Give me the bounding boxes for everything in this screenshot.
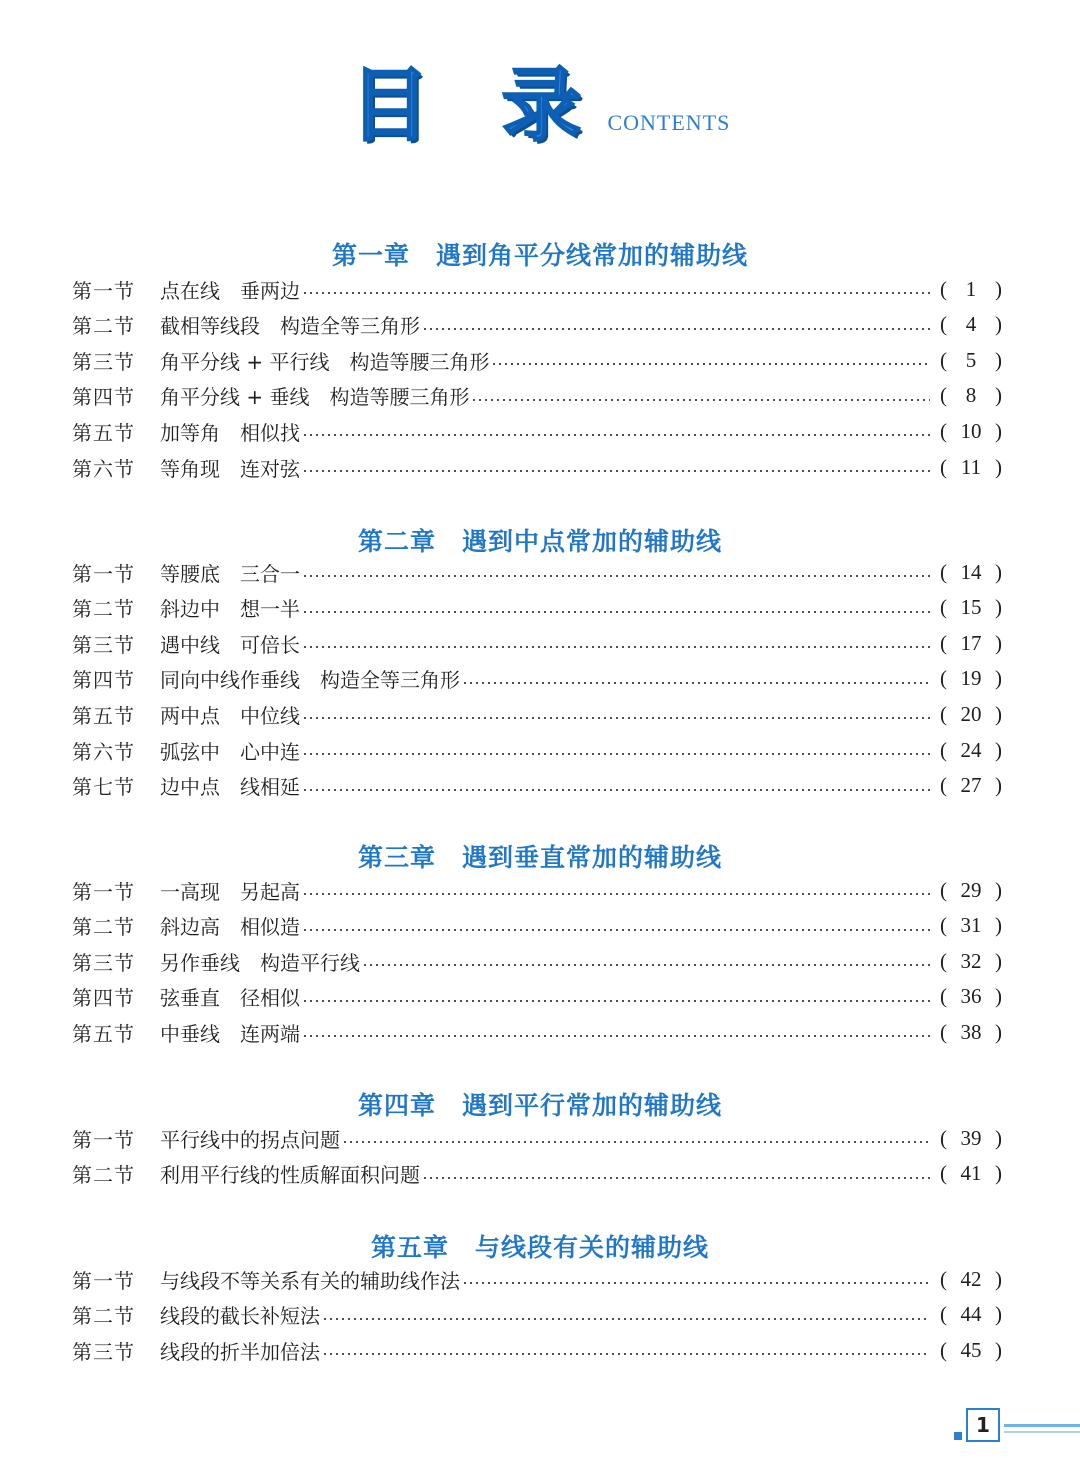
toc-entry[interactable]: [72, 1159, 1002, 1189]
dot-leader: [302, 789, 930, 791]
page-header: [0, 52, 1080, 152]
toc-entry[interactable]: [72, 911, 1002, 941]
paren-close: ): [995, 773, 1002, 798]
page-ref: [940, 666, 1002, 691]
toc-entry[interactable]: [72, 1123, 1002, 1153]
page-ref: [940, 1338, 1002, 1363]
dot-leader: [471, 399, 930, 401]
toc-entry[interactable]: [72, 875, 1002, 905]
section-label: 第二节: [72, 1163, 135, 1188]
section-label: 第五节: [72, 703, 135, 728]
page-number-ref: 31: [960, 913, 982, 938]
paren-open: (: [940, 666, 947, 691]
page-number-ref: 17: [960, 630, 982, 655]
page-ref: [940, 277, 1002, 302]
paren-close: ): [995, 737, 1002, 762]
page-number-ref: 32: [960, 948, 982, 973]
paren-open: (: [940, 454, 947, 479]
paren-close: ): [995, 1019, 1002, 1044]
dot-leader: [302, 575, 930, 577]
paren-open: (: [940, 701, 947, 726]
section-label: 第一节: [72, 561, 135, 586]
page-footer: [950, 1406, 1080, 1446]
paren-close: ): [995, 312, 1002, 337]
page-number-ref: 5: [965, 347, 977, 372]
section-label: 第五节: [72, 420, 135, 445]
paren-close: ): [995, 1337, 1002, 1362]
dot-leader: [322, 1353, 930, 1355]
section-title: 一高现 另起高: [160, 879, 300, 904]
footer-line-decoration: [1004, 1424, 1080, 1427]
toc-entry[interactable]: [72, 946, 1002, 976]
page-number-ref: 44: [960, 1302, 982, 1327]
page-ref: [940, 773, 1002, 798]
toc-entry[interactable]: [72, 771, 1002, 801]
paren-open: (: [940, 1019, 947, 1044]
toc-entry[interactable]: [72, 1017, 1002, 1047]
toc-entry[interactable]: [72, 274, 1002, 304]
section-label: 第一节: [72, 278, 135, 303]
page-ref: [940, 1020, 1002, 1045]
section-title: 弧弦中 心中连: [160, 739, 300, 764]
paren-open: (: [940, 347, 947, 372]
section-title: 另作垂线 构造平行线: [160, 950, 360, 975]
paren-close: ): [995, 559, 1002, 584]
section-label: 第五节: [72, 1021, 135, 1046]
page-number-ref: 19: [960, 666, 982, 691]
paren-close: ): [995, 1125, 1002, 1150]
dot-leader: [462, 1282, 930, 1284]
toc-entry[interactable]: [72, 452, 1002, 482]
page-ref: [940, 878, 1002, 903]
page-number-ref: 20: [960, 701, 982, 726]
toc-entry[interactable]: [72, 310, 1002, 340]
section-title: 点在线 垂两边: [160, 278, 300, 303]
page-number-ref: 4: [965, 312, 977, 337]
page-ref: [940, 419, 1002, 444]
section-label: 第一节: [72, 1127, 135, 1152]
dot-leader: [302, 611, 930, 613]
section-label: 第一节: [72, 879, 135, 904]
dot-leader: [302, 1000, 930, 1002]
dot-leader: [302, 753, 930, 755]
toc-entry[interactable]: [72, 557, 1002, 587]
section-title: 角平分线 + 平行线 构造等腰三角形: [160, 349, 490, 374]
section-label: 第七节: [72, 775, 135, 800]
chapter-heading: 第三章 遇到垂直常加的辅助线: [357, 843, 722, 872]
section-label: 第三节: [72, 1339, 135, 1364]
section-title: 遇中线 可倍长: [160, 632, 300, 657]
page-ref: [940, 702, 1002, 727]
section-title: 线段的折半加倍法: [160, 1339, 320, 1364]
toc-entry[interactable]: [72, 345, 1002, 375]
chapter-heading: 第四章 遇到平行常加的辅助线: [357, 1091, 722, 1120]
page-number-ref: 10: [960, 418, 982, 443]
toc-entry[interactable]: [72, 593, 1002, 623]
paren-close: ): [995, 276, 1002, 301]
paren-open: (: [940, 312, 947, 337]
page-ref: [940, 984, 1002, 1009]
page-ref: [940, 1126, 1002, 1151]
paren-open: (: [940, 773, 947, 798]
dot-leader: [362, 964, 930, 966]
section-title: 中垂线 连两端: [160, 1021, 300, 1046]
page-ref: [940, 1302, 1002, 1327]
section-title: 边中点 线相延: [160, 775, 300, 800]
paren-open: (: [940, 1337, 947, 1362]
paren-open: (: [940, 418, 947, 443]
paren-close: ): [995, 1266, 1002, 1291]
page-ref: [940, 1161, 1002, 1186]
paren-close: ): [995, 383, 1002, 408]
page-number-ref: 14: [960, 559, 982, 584]
page-ref: [940, 595, 1002, 620]
paren-open: (: [940, 1266, 947, 1291]
dot-leader: [342, 1141, 930, 1143]
paren-open: (: [940, 1302, 947, 1327]
page-number-ref: 8: [965, 383, 977, 408]
dot-leader: [302, 292, 930, 294]
page-number-ref: 27: [960, 773, 982, 798]
toc-entry[interactable]: [72, 699, 1002, 729]
page-subtitle: CONTENTS: [607, 110, 731, 135]
section-label: 第四节: [72, 986, 135, 1011]
section-title: 平行线中的拐点问题: [160, 1127, 340, 1152]
page-ref: [940, 949, 1002, 974]
paren-open: (: [940, 913, 947, 938]
section-label: 第四节: [72, 668, 135, 693]
toc-entry[interactable]: [72, 628, 1002, 658]
dot-leader: [422, 1177, 930, 1179]
paren-open: (: [940, 1161, 947, 1186]
dot-leader: [422, 328, 930, 330]
paren-close: ): [995, 877, 1002, 902]
section-label: 第三节: [72, 632, 135, 657]
toc-entry[interactable]: [72, 1300, 1002, 1330]
section-label: 第三节: [72, 349, 135, 374]
page-number-ref: 24: [960, 737, 982, 762]
page-number: 1: [966, 1408, 1000, 1442]
toc-entry[interactable]: [72, 664, 1002, 694]
dot-leader: [491, 363, 930, 365]
section-title: 等角现 连对弦: [160, 456, 300, 481]
paren-close: ): [995, 984, 1002, 1009]
footer-square-decoration: [954, 1432, 962, 1440]
page-number-ref: 11: [960, 454, 982, 479]
page-ref: [940, 348, 1002, 373]
paren-close: ): [995, 666, 1002, 691]
paren-close: ): [995, 630, 1002, 655]
chapter-heading: 第五章 与线段有关的辅助线: [370, 1233, 709, 1262]
toc-entry[interactable]: [72, 735, 1002, 765]
dot-leader: [322, 1318, 930, 1320]
page-title: 目 录: [349, 59, 604, 152]
section-label: 第一节: [72, 1268, 135, 1293]
paren-open: (: [940, 383, 947, 408]
paren-open: (: [940, 559, 947, 584]
page-number-ref: 45: [960, 1337, 982, 1362]
paren-open: (: [940, 1125, 947, 1150]
paren-open: (: [940, 595, 947, 620]
dot-leader: [302, 646, 930, 648]
paren-open: (: [940, 948, 947, 973]
section-title: 利用平行线的性质解面积问题: [160, 1163, 420, 1188]
chapter-heading: 第二章 遇到中点常加的辅助线: [357, 527, 722, 556]
section-title: 角平分线 + 垂线 构造等腰三角形: [160, 385, 470, 410]
paren-close: ): [995, 595, 1002, 620]
section-label: 第二节: [72, 314, 135, 339]
page-number-ref: 1: [965, 276, 977, 301]
section-title: 同向中线作垂线 构造全等三角形: [160, 668, 460, 693]
toc-entry[interactable]: [72, 381, 1002, 411]
paren-open: (: [940, 276, 947, 301]
section-label: 第三节: [72, 950, 135, 975]
paren-open: (: [940, 877, 947, 902]
section-title: 与线段不等关系有关的辅助线作法: [160, 1268, 460, 1293]
toc-entry[interactable]: [72, 1264, 1002, 1294]
page-number-ref: 41: [960, 1161, 982, 1186]
dot-leader: [302, 434, 930, 436]
section-title: 线段的截长补短法: [160, 1304, 320, 1329]
page-number-ref: 15: [960, 595, 982, 620]
page-number-ref: 38: [960, 1019, 982, 1044]
page-ref: [940, 913, 1002, 938]
dot-leader: [302, 717, 930, 719]
section-title: 加等角 相似找: [160, 420, 300, 445]
page-ref: [940, 312, 1002, 337]
page-ref: [940, 560, 1002, 585]
section-label: 第二节: [72, 597, 135, 622]
page-number-ref: 36: [960, 984, 982, 1009]
dot-leader: [302, 929, 930, 931]
page-ref: [940, 455, 1002, 480]
paren-open: (: [940, 630, 947, 655]
paren-close: ): [995, 913, 1002, 938]
section-title: 截相等线段 构造全等三角形: [160, 314, 420, 339]
paren-close: ): [995, 1302, 1002, 1327]
page-ref: [940, 631, 1002, 656]
paren-close: ): [995, 347, 1002, 372]
paren-close: ): [995, 701, 1002, 726]
paren-close: ): [995, 418, 1002, 443]
page-ref: [940, 383, 1002, 408]
page-number-ref: 39: [960, 1125, 982, 1150]
footer-line-decoration: [1004, 1431, 1080, 1433]
toc-entry[interactable]: [72, 416, 1002, 446]
paren-open: (: [940, 737, 947, 762]
page-number-ref: 42: [960, 1266, 982, 1291]
dot-leader: [302, 893, 930, 895]
paren-close: ): [995, 948, 1002, 973]
dot-leader: [302, 470, 930, 472]
page-ref: [940, 738, 1002, 763]
paren-open: (: [940, 984, 947, 1009]
dot-leader: [462, 682, 930, 684]
paren-close: ): [995, 1161, 1002, 1186]
section-title: 等腰底 三合一: [160, 561, 300, 586]
dot-leader: [302, 1035, 930, 1037]
section-label: 第六节: [72, 456, 135, 481]
toc-entry[interactable]: [72, 1335, 1002, 1365]
paren-close: ): [995, 454, 1002, 479]
toc-entry[interactable]: [72, 982, 1002, 1012]
section-title: 斜边中 想一半: [160, 597, 300, 622]
page-ref: [940, 1267, 1002, 1292]
section-label: 第二节: [72, 915, 135, 940]
section-title: 弦垂直 径相似: [160, 986, 300, 1011]
section-label: 第六节: [72, 739, 135, 764]
page-number-ref: 29: [960, 877, 982, 902]
section-title: 两中点 中位线: [160, 703, 300, 728]
chapter-heading: 第一章 遇到角平分线常加的辅助线: [331, 241, 748, 270]
section-label: 第四节: [72, 385, 135, 410]
section-title: 斜边高 相似造: [160, 915, 300, 940]
section-label: 第二节: [72, 1304, 135, 1329]
